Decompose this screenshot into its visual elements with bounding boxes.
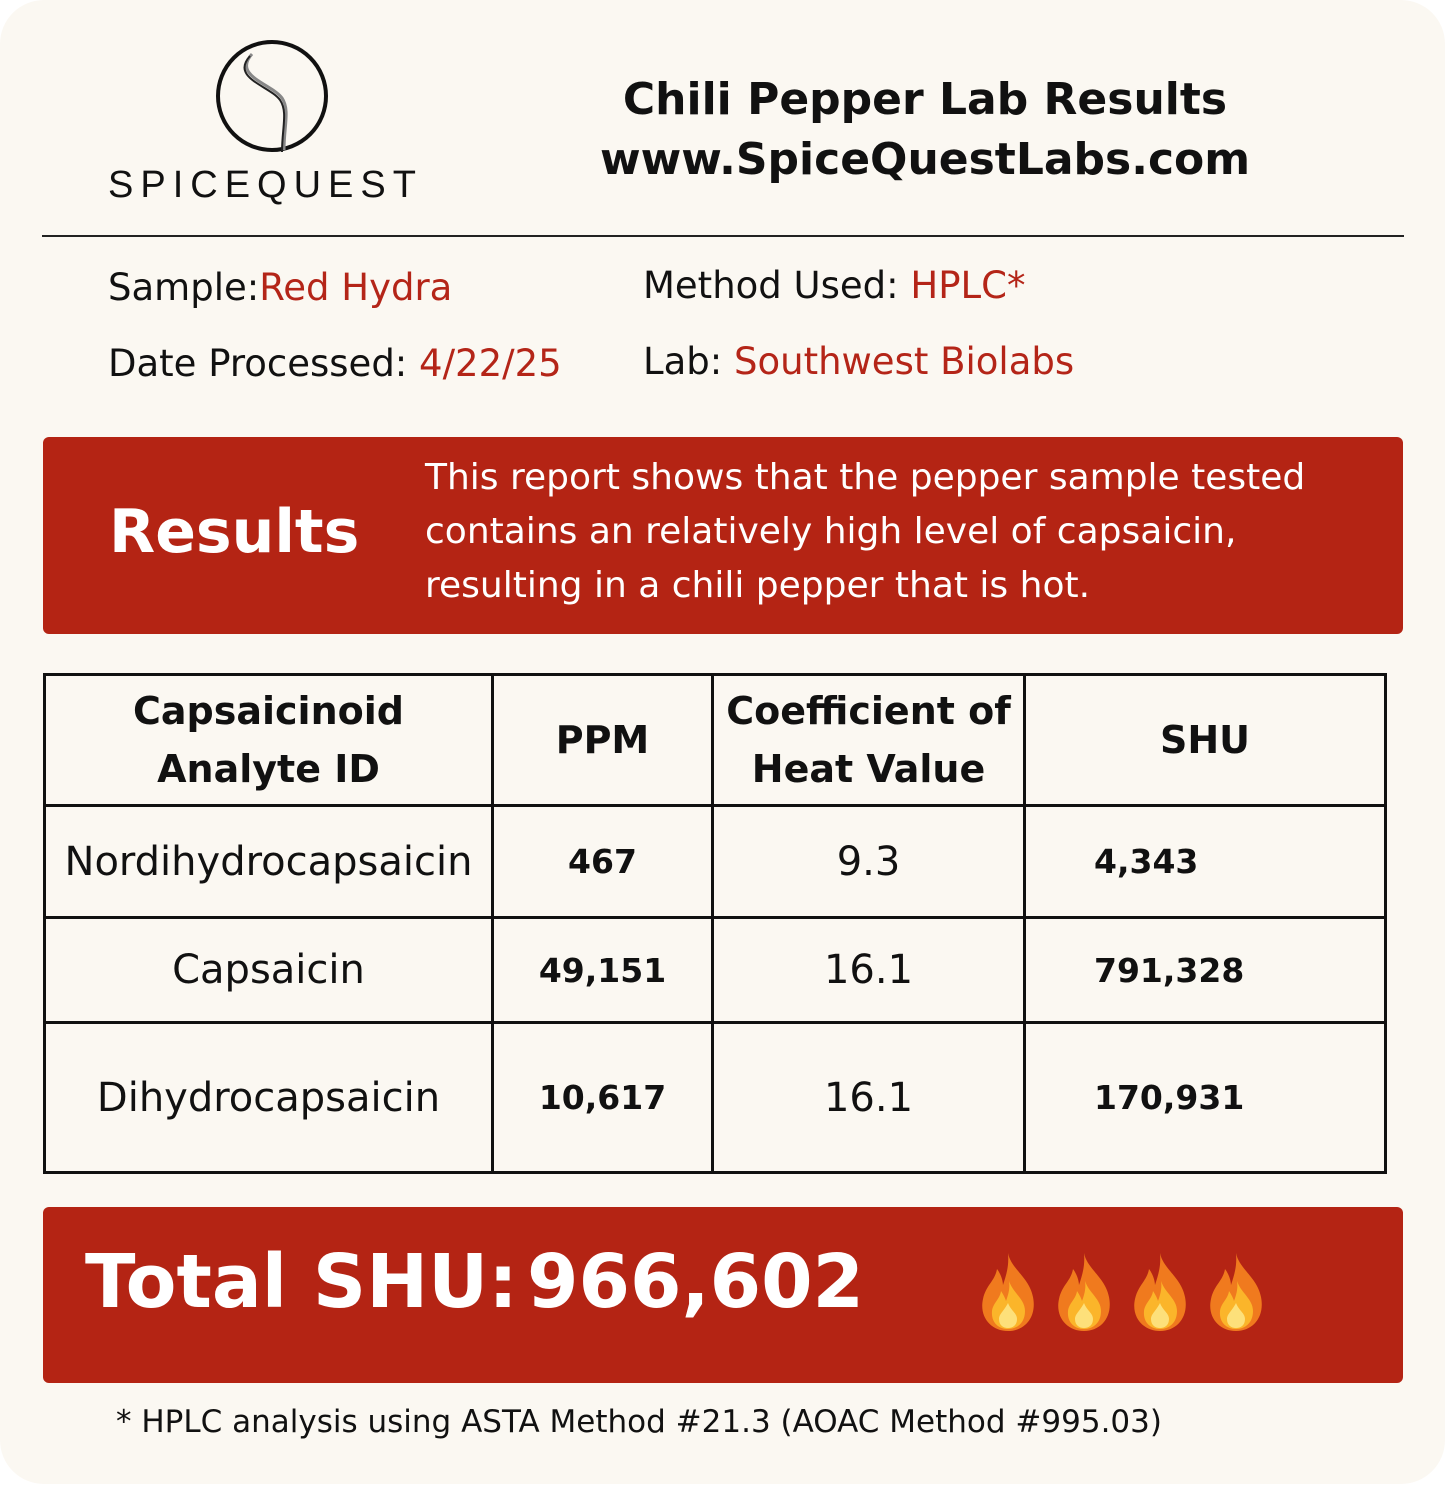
results-banner: [43, 437, 1403, 634]
capsaicinoid-table: [43, 673, 1387, 1174]
report-title: Chili Pepper Lab Results: [622, 74, 1228, 125]
method-label: Method Used:: [643, 264, 911, 307]
ppm-cell: 467: [493, 806, 713, 918]
coefficient-cell: 16.1: [713, 1023, 1025, 1173]
method-field: [643, 264, 1025, 307]
shu-cell: 170,931: [1025, 1023, 1386, 1173]
ppm-cell: 49,151: [493, 918, 713, 1023]
analyte-cell: Nordihydrocapsaicin: [45, 806, 493, 918]
heat-rating: [973, 1251, 1283, 1341]
lab-label: Lab:: [643, 340, 735, 383]
coefficient-cell: 9.3: [713, 806, 1025, 918]
date-field: [108, 342, 562, 385]
date-value: 4/22/25: [419, 342, 562, 385]
sample-field: [108, 266, 452, 309]
website-link[interactable]: www.SpiceQuestLabs.com: [600, 134, 1251, 185]
fire-icon: [973, 1251, 1043, 1333]
table-row: [45, 1023, 1386, 1173]
header-divider: [42, 235, 1404, 237]
total-shu-label: Total SHU:: [85, 1239, 518, 1325]
column-header-coefficient: Coefficient of Heat Value: [713, 675, 1025, 806]
shu-cell: 4,343: [1025, 806, 1386, 918]
results-label: Results: [109, 497, 360, 567]
ppm-cell: 10,617: [493, 1023, 713, 1173]
spicequest-logo-icon: [212, 36, 332, 156]
shu-cell: 791,328: [1025, 918, 1386, 1023]
brand-name: SPICEQUEST: [108, 164, 423, 206]
table-row: [45, 918, 1386, 1023]
method-footnote: * HPLC analysis using ASTA Method #21.3 (AOAC Method #995.03): [116, 1404, 1162, 1440]
analyte-cell: Capsaicin: [45, 918, 493, 1023]
lab-field: [643, 340, 1074, 383]
total-banner: [43, 1207, 1403, 1383]
date-label: Date Processed:: [108, 342, 420, 385]
column-header-analyte: Capsaicinoid Analyte ID: [45, 675, 493, 806]
sample-label: Sample:: [108, 266, 260, 309]
sample-value: Red Hydra: [259, 266, 453, 309]
column-header-shu: SHU: [1025, 675, 1386, 806]
lab-value: Southwest Biolabs: [734, 340, 1075, 383]
report-title-block: [600, 70, 1250, 190]
table-row: [45, 806, 1386, 918]
spicequest-logo: [108, 36, 438, 211]
analyte-cell: Dihydrocapsaicin: [45, 1023, 493, 1173]
table-header-row: [45, 675, 1386, 806]
column-header-ppm: PPM: [493, 675, 713, 806]
results-summary: This report shows that the pepper sample tested contains an relatively high level of capsaicin, resulting in a chili pepper that is hot.: [425, 457, 1306, 606]
coefficient-cell: 16.1: [713, 918, 1025, 1023]
fire-icon: [1201, 1251, 1271, 1333]
fire-icon: [1049, 1251, 1119, 1333]
fire-icon: [1125, 1251, 1195, 1333]
total-shu-value: 966,602: [527, 1239, 865, 1325]
method-value: HPLC*: [910, 264, 1026, 307]
